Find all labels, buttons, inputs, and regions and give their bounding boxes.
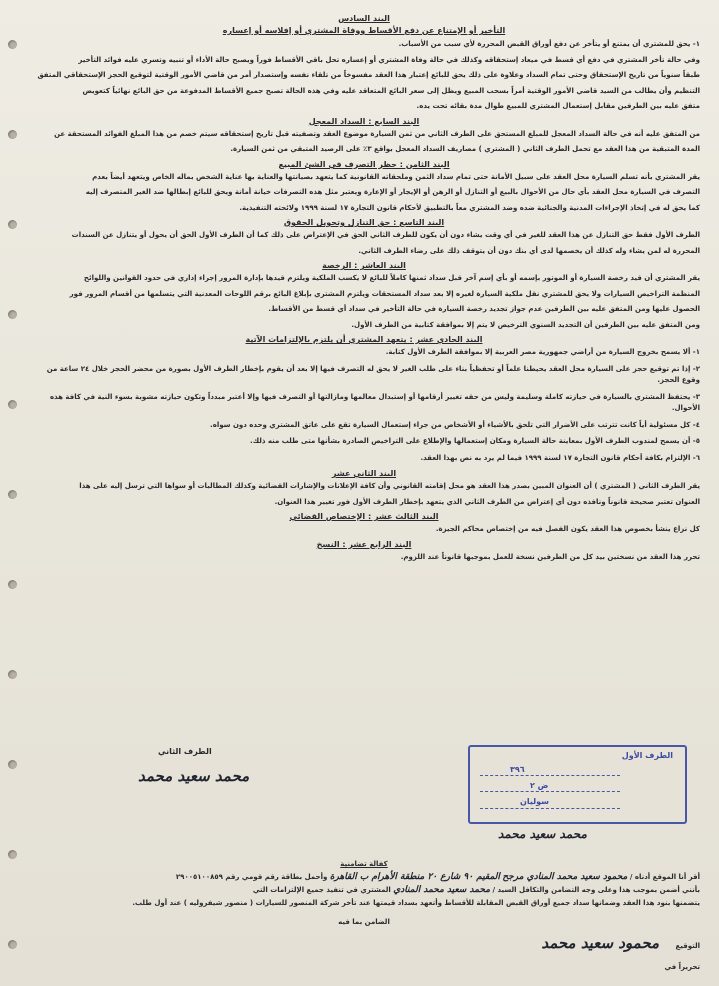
punch-hole [8,940,17,949]
official-stamp [468,745,687,824]
clause-8-paragraph: يقر المشتري بأنه تسلم السيارة محل العقد على سبيل الأمانة حتى تمام سداد الثمن وملحقاته القانونية كما يتعهد بصيانتها والعناية بها عناية الشخص بماله الخاص ويتعهد أيضاً بعدم [92,172,700,181]
binder-holes [6,10,20,980]
clause-8-paragraph: كما يحق له في إتخاذ الإجراءات المدنية والجنائية ضده وضد المشتري معاً بالتطبيق لأحكام قانون التجارة ١٧ لسنة ١٩٩٩ ولائحته التنفيذية. [239,203,700,212]
stamp-field: ض ٢ [530,781,549,790]
clause-12-paragraph: العنوان تعتبر صحيحة قانوناً ونافذه دون أي إعتراض من الطرف الثاني الذي يتعهد بإخطار الطرف الأول فور تغيير هذا العنوان. [274,497,700,506]
obligation-item: ١- ألا يسمح بخروج السيارة من أراضي جمهورية مصر العربية إلا بموافقة الطرف الأول كتابة. [385,348,700,356]
obligation-item: ٣- يحتفظ المشتري بالسيارة في حيازته كاملة وسليمة وليس من حقه تغيير أرقامها أو إستبدال معالمها ومازالتها أو التصرف فيها وإلا أعتبر مبدداً وتكون حيازته مشوبة بسوء النية في كافة هذه الأحوال. [49,392,700,412]
guarantor-label: أقر أنا الموقع أدناه [634,873,700,881]
punch-hole [8,40,17,49]
clause-10-title: البند العاشر : الرخصة [322,261,406,270]
punch-hole [8,130,17,139]
clause-6-paragraph: ١- يحق للمشتري أن يمتنع أو يتأخر عن دفع أوراق القبض المحررة لأي سبب من الأسباب. [398,40,700,48]
guarantee-section [28,858,700,974]
clause-6-paragraph: التنظيم وأن يطالب من السيد قاضي الأمور الوقتية أمراً بسحب المبيع ويظل إلى سعر البائع المتعاقد عليه وفي هذه الحالة تصبح جميع الأقساط المدفوعة من حق البائع نهائياً كتعويض [82,86,700,95]
contract-body [28,10,700,567]
guarantee-text: بأنني أضمن بموجب هذا وعلى وجه التضامن والتكافل السيد / [492,886,700,894]
obligation-item: ٢- إذا تم توقيع حجز على السيارة محل العقد يحيطنا علماً أو تحفظياً بناء على طلب الغير لا يحق له التصرف فيها إلا بعد أن يقوم بإخطار الطرف الأول بصورة من محضر الحجز خلال ٢٤ ساعة من وقوع الحجز. [46,364,700,384]
guarantor-signature: محمود سعيد محمد [541,934,660,952]
clause-11-title: البند الحادي عشر : يتعهد المشتري أن يلتزم بالإلتزامات الآتية [245,335,483,344]
guarantee-clause-line [28,884,700,897]
obligation-item: ٦- الإلتزام بكافة أحكام قانون التجارة ١٧ لسنة ١٩٩٩ فيما لم يرد به نص بهذا العقد. [420,453,700,462]
stamp-line [480,808,620,809]
obligation-item: ٥- أن يسمح لمندوب الطرف الأول بمعاينة حالة السيارة ومكان إستعمالها والإطلاع على التراخيص الصادرة بشأنها متى طلب منه ذلك. [250,437,700,445]
clause-6-paragraph: متفق عليه بين الطرفين مقابل إستعمال المشتري للمبيع طوال مدة بقائه تحت يده. [416,102,700,110]
clause-10-paragraph: ومن المتفق عليه بين الطرفين أن التجديد السنوي الترخيص لا يتم إلا بموافقة كتابية من الطرف الأول. [351,320,700,329]
clause-10-paragraph: الحصول عليها ومن المتفق عليه بين الطرفين عدم جواز تجديد رخصة السيارة في حالة التأخير في سداد أي قسط من الأقساط. [268,305,700,313]
guarantor-signature-line [28,934,700,953]
second-party-label: الطرف الثاني [158,747,212,756]
guarantor-identity-line: أقر أنا الموقع أدناه / محمود سعيد محمد المنادي مرجح المقيم ٩٠ شارع ٢٠ منطقة الأهرام ب القاهرة وأحمل بطاقة رقم قومي رقم ٢٩٠٠٥١٠٠٨٥٩ [175,872,700,882]
clause-9-paragraph: الطرف الأول فقط حق التنازل عن هذا العقد للغير في أي وقت يشاء دون أن يكون للطرف الثاني الحق في الإعتراض على ذلك كما أن الطرف الأول الحق أن يحول أو يتنازل عن السندات [71,231,700,239]
clause-13-title: البند الثالث عشر : الإختصاص القضائي [289,512,439,521]
punch-hole [8,670,17,679]
clause-10-paragraph: يقر المشتري أن قيد رخصة السيارة أو الموتور بإسمه أو بأي إسم آخر قبل سداد ثمنها كاملاً للبائع لا يكسب الملكية ويلتزم قيدها بإدارة المرور إجراء إداري في حدود القوانين واللوائح [83,274,700,282]
signature-area [28,745,700,855]
punch-hole [8,490,17,499]
signature-label: التوقيع [675,942,700,950]
clause-6-title: البند السادس [338,14,390,23]
clause-8-title: البند الثامن : حظر التصرف في الشئ المبيع [278,159,450,169]
clause-7-paragraph: المدة المتبقية من هذا العقد مع تحمل الطرف الثاني ( المشتري ) مصاريف السداد المعجل بواقع ٣٪ على الرصيد المتبقي من ثمن السيارة. [230,145,700,153]
first-party-label: الطرف الأول [621,751,673,760]
stamp-field: ٣٩٦ [510,765,525,774]
guarantor-address: المقيم ٩٠ شارع ٢٠ منطقة الأهرام ب القاهرة [329,872,500,882]
clause-10-paragraph: المنظمة التراخيص السيارات ولا يحق للمشتري نقل ملكية السيارة لغيره إلا بعد سداد المستحقات ويلتزم المشتري بإبلاغ البائع برقم اللوحات المعدنية التي يتسلمها من أقسام المرور فور [69,289,700,298]
clause-14-title: البند الرابع عشر : النسخ [316,539,412,549]
guarantor-caption: الضامن بما فيه [338,918,390,926]
guarantee-text: المشتري في تنفيذ جميع الإلتزامات التي [252,886,391,894]
punch-hole [8,760,17,769]
punch-hole [8,850,17,859]
clause-9-title: البند التاسع : حق التنازل وتحويل الحقوق [283,218,445,227]
first-party-signature: محمد سعيد محمد [498,827,587,841]
clause-7-title: البند السابع : السداد المعجل [308,116,420,126]
clause-13-paragraph: كل نزاع ينشأ بخصوص هذا العقد يكون الفصل فيه من إختصاص محاكم الجيزة. [435,525,700,533]
clause-7-paragraph: من المتفق عليه أنه في حالة السداد المعجل للمبلغ المستحق على الطرف الثاني من ثمن السيارة موضوع العقد وتصفيته قبل تاريخ إستحقاقه سيتم خصم من هذا المبلغ الفوائد المستحقة عن [54,129,700,138]
punch-hole [8,400,17,409]
guarantor-id: وأحمل بطاقة رقم قومي رقم ٢٩٠٠٥١٠٠٨٥٩ [175,873,328,881]
second-party-signature: محمد سعيد محمد [138,767,250,785]
clause-12-title: البند الثاني عشر [331,469,397,478]
clause-14-paragraph: تحرر هذا العقد من نسختين بيد كل من الطرفين نسخة للعمل بموجبها قانوناً عند اللزوم. [400,552,700,561]
guarantee-text: يتضمنها بنود هذا العقد وضمانها سداد جميع أوراق القبض المقابلة للأقساط وأتعهد بسداد قيمتها عند تأخر شركة المنصور للسيارات ( منصور شيفروليه ) عند أول طلب. [132,899,700,907]
stamp-line [480,775,620,776]
clause-12-paragraph: يقر الطرف الثاني ( المشتري ) أن العنوان المبين بصدر هذا العقد هو محل إقامته القانوني وأن كافة الإعلانات والإشارات القضائية وكذلك المطالبات أو سواها التي ترسل إليه على هذا [79,482,700,490]
buyer-name: محمد سعيد محمد المنادي [393,885,491,895]
clause-6-paragraph: طبقاً سنوياً من تاريخ الإستحقاق وحتى تمام السداد وعلاوة على ذلك يحق للبائع إعتبار هذا العقد مفسوخاً من تلقاء نفسه وإستصدار أمر من قاضي الأمور الوقتية لتوقيع الحجز الإستحقاقي المتفق [37,71,700,79]
punch-hole [8,220,17,229]
clause-9-paragraph: المحررة له لمن يشاء وله كذلك أن يخصمها لدى أي بنك دون أن يتوقف ذلك على رضاء الطرف الثاني. [358,246,700,255]
date-label: تحريراً في [664,963,700,971]
obligation-item: ٤- كل مسئولية أياً كانت تترتب على الأضرار التي تلحق بالأشياء أو الأشخاص من جراء إستعمال السيارة تقع على عاتق المشتري وحده دون سواه. [210,420,700,429]
clause-6-paragraph: وفي حالة تأخر المشتري في دفع أي قسط في ميعاد إستحقاقه وكذلك في حالة وفاة المشتري أو إعساره تحل باقي الأقساط فوراً ويصبح حالة الأداء أو تنبيه وتسري عليه فوائد التأخير [78,55,700,64]
guarantor-name: محمود سعيد محمد المنادي مرجح [502,872,628,882]
guarantee-title: كفالة تضامنية [340,860,388,868]
punch-hole [8,580,17,589]
stamp-field: سوليان [520,797,549,806]
clause-8-paragraph: التصرف في السيارة محل العقد بأي حال من الأحوال بالبيع أو التنازل أو الرهن أو الإيجار أو الإعارة ويعتبر مثل هذه التصرفات خيانة أمانة ويحق للبائع إبطالها ضد الغير المتصرف إليه [85,188,700,196]
punch-hole [8,310,17,319]
clause-6-subtitle: التأخير أو الإمتناع عن دفع الأقساط ووفاة المشتري أو إفلاسه أو إعساره [222,26,506,35]
stamp-line [480,791,620,792]
